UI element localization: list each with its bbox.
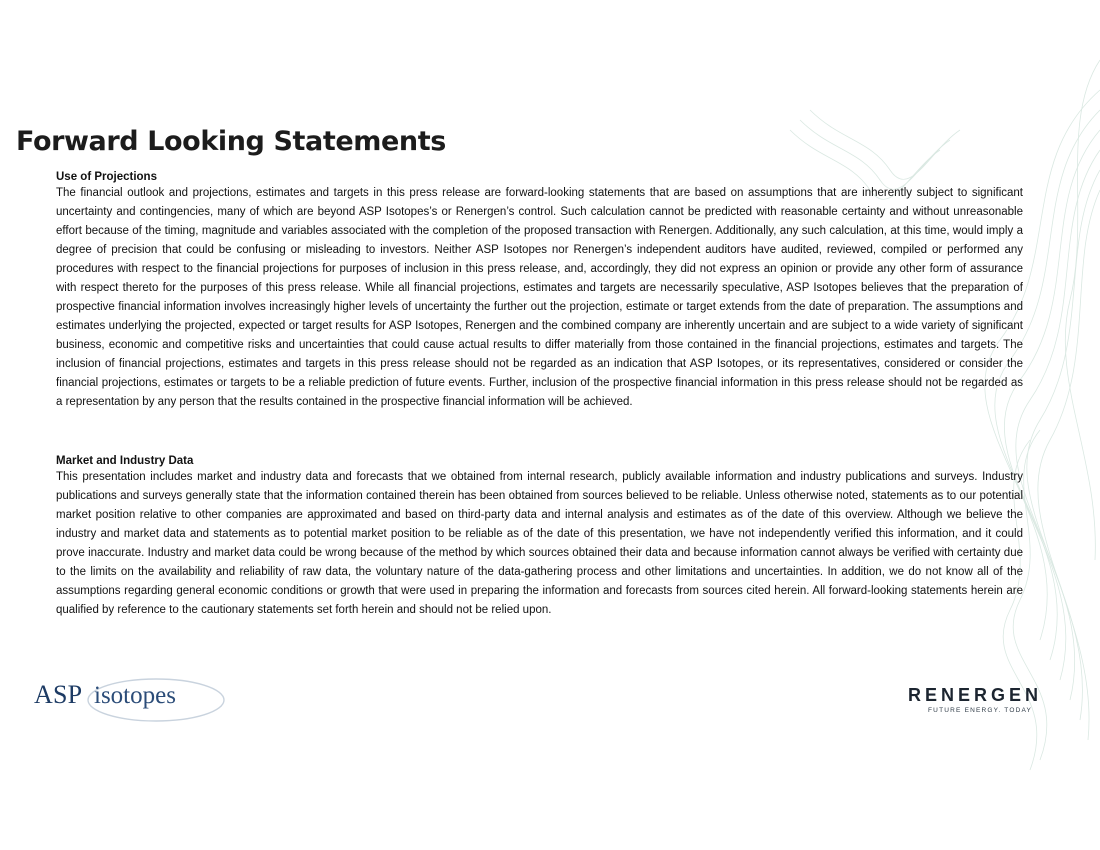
page-title: Forward Looking Statements: [16, 126, 446, 157]
logo-renergen-wordmark: RENERGEN: [908, 685, 1043, 705]
section-body: The financial outlook and projections, estimates and targets in this press release are forward-looking statements that are based on assumptions that are inherently subject to significant uncertainty and contingencies, many of which are beyond ASP Isotopes’s or Renergen’s control. Such calculation cannot be predicted with reasonable certainty and without unreasonable effort because of the timing, magnitude and variables associated with the completion of the proposed transaction with Renergen. Additionally, any such calculation, at this time, would imply a degree of precision that could be confusing or misleading to investors. Neither ASP Isotopes nor Renergen’s independent auditors have audited, reviewed, compiled or performed any procedures with respect to the financial projections for purposes of inclusion in this press release, and, accordingly, they did not express an opinion or provide any other form of assurance with respect thereto for the purposes of this press release. While all financial projections, estimates and targets are necessarily speculative, ASP Isotopes believes that the preparation of prospective financial information involves increasingly higher levels of uncertainty the further out the projection, estimate or target extends from the date of preparation. The assumptions and estimates underlying the projected, expected or target results for ASP Isotopes, Renergen and the combined company are inherently uncertain and are subject to a wide variety of significant business, economic and competitive risks and uncertainties that could cause actual results to differ materially from those contained in the financial projections, estimates and targets. The inclusion of financial projections, estimates and targets in this press release should not be regarded as an indication that ASP Isotopes, or its representatives, considered or consider the financial projections, estimates or targets to be a reliable prediction of future events. Further, inclusion of the prospective financial information in this press release should not be regarded as a representation by any person that the results contained in the prospective financial information will be achieved.: [56, 187, 1023, 408]
section-use-of-projections: [56, 170, 1023, 412]
section-heading: Market and Industry Data: [56, 455, 194, 467]
section-body: This presentation includes market and industry data and forecasts that we obtained from internal research, publicly available information and industry publications and surveys. Industry publications and surveys generally state that the information contained therein has been obtained from sources believed to be reliable. Unless otherwise noted, statements as to our potential market position relative to other companies are approximated and based on third-party data and internal analysis and estimates as of the date of this overview. Although we believe the industry and market data and statements as to potential market position to be reliable as of the date of this presentation, we have not independently verified this information, and it could prove inaccurate. Industry and market data could be wrong because of the method by which sources obtained their data and because information cannot always be verified with certainty due to the limits on the availability and reliability of raw data, the voluntary nature of the data-gathering process and other limitations and uncertainties. In addition, we do not know all of the assumptions regarding general economic conditions or growth that were used in preparing the information and forecasts from sources cited herein. All forward-looking statements herein are qualified by reference to the cautionary statements set forth herein and should not be relied upon.: [56, 471, 1023, 616]
section-heading: Use of Projections: [56, 171, 157, 183]
asp-isotopes-logo: [30, 674, 202, 726]
renergen-logo: [908, 685, 1068, 721]
logo-asp-text: ASP: [34, 680, 83, 709]
section-market-and-industry-data: [56, 454, 1023, 620]
logo-isotopes-text: isotopes: [94, 682, 176, 709]
logo-renergen-tagline: FUTURE ENERGY. TODAY: [928, 707, 1033, 714]
